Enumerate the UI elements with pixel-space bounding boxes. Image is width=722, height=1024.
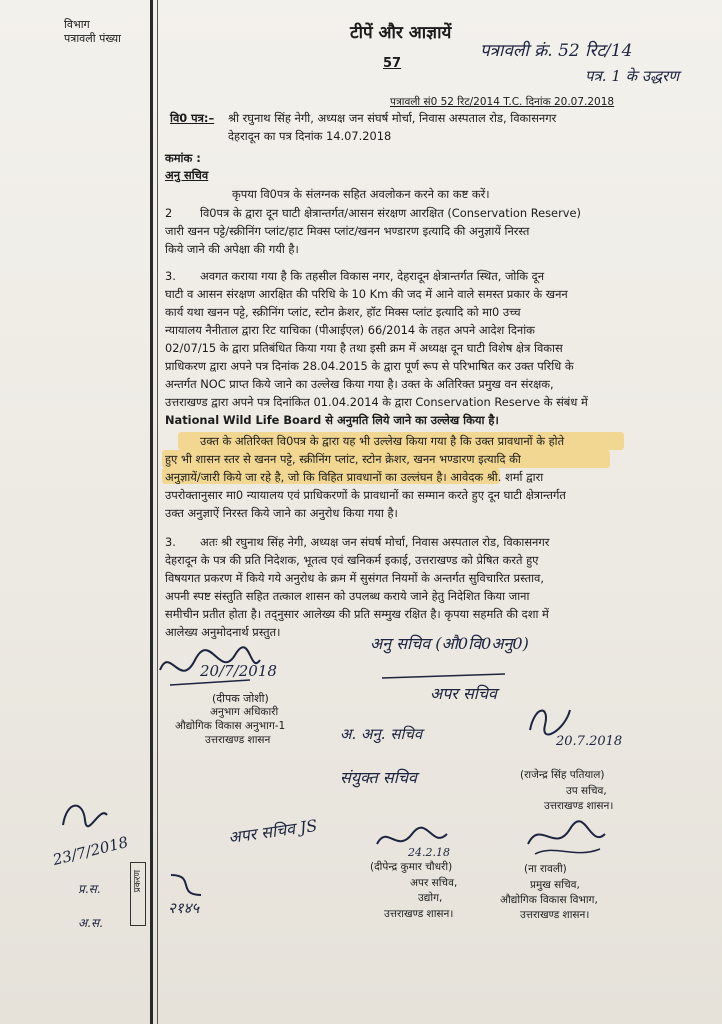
para-3-line: न्यायालय नैनीताल द्वारा रिट याचिका (पीआईएल) 66/2014 के तहत अपने आदेश दिनांक xyxy=(165,323,535,337)
officer1-desig: औद्योगिक विकास अनुभाग-1 xyxy=(175,720,286,732)
para-3-line: अवगत कराया गया है कि तहसील विकास नगर, देहरादून क्षेत्रान्तर्गत स्थित, जोकि दून xyxy=(200,269,545,283)
para-3-line: उत्तराखण्ड द्वारा अपने पत्र दिनांकित 01.04.2014 के द्वारा Conservation Reserve के संबंध में xyxy=(165,395,588,409)
para-3-line: अन्तर्गत NOC प्राप्त किये जाने का उल्लेख किया गया है। उक्त के अतिरिक्त प्रमुख वन संरक्षक, xyxy=(165,377,554,391)
hw-note-bottom: अपर सचिव JS xyxy=(227,815,319,848)
hw-note-2: अपर सचिव xyxy=(430,684,497,703)
kramank: कमांक : xyxy=(165,151,201,165)
para-4-line: उक्त के अतिरिक्त वि0पत्र के द्वारा यह भी उल्लेख किया गया है कि उक्त प्रावधानों के होते xyxy=(200,434,565,448)
para-3-line: National Wild Life Board से अनुमति लिये जाने का उल्लेख किया है। xyxy=(165,413,499,427)
para-5-num: 3. xyxy=(165,535,176,549)
page-title: टीपें और आज्ञायें xyxy=(350,23,452,43)
para-4-line: हुए भी शासन स्तर से खनन पट्टे, स्क्रीनिंग प्लांट, स्टोन क्रेशर, खनन भण्डारण इत्यादि की xyxy=(165,452,521,466)
hw-note-3: अ. अनु. सचिव xyxy=(340,725,423,743)
page-number: 57 xyxy=(383,56,402,71)
margin-note-2: अ.स. xyxy=(78,916,103,930)
officer4-name: (ना रावली) xyxy=(524,863,567,875)
officer3-desig: अपर सचिव, xyxy=(410,877,458,889)
para-2-line-3: किये जाने की अपेक्षा की गयी है। xyxy=(165,242,299,256)
para-2-line-2: जारी खनन पट्टे/स्क्रीनिंग प्लांट/हाट मिक्स प्लांट/खनन भण्डारण इत्यादि की अनुज्ञायें निरस्त xyxy=(165,224,530,238)
subject-label: वि0 पत्र:– xyxy=(170,111,215,125)
margin-signature xyxy=(55,795,115,835)
signature-line xyxy=(380,670,510,682)
dept-line-2: पत्रावली पंख्या xyxy=(64,32,122,45)
officer4-desig: प्रमुख सचिव, xyxy=(530,879,580,891)
para-3-num: 3. xyxy=(165,269,176,283)
para-4-line: उक्त अनुज्ञाऐं निरस्त किये जाने का अनुरोध किया गया है। xyxy=(165,506,398,520)
para-3-line: 02/07/15 के द्वारा प्रतिबंधित किया गया है तथा इसी क्रम में अध्यक्ष दून घाटी विशेष क्षेत्र विकास xyxy=(165,341,563,355)
para-5-line: आलेख्य अनुमोदनार्थ प्रस्तुत। xyxy=(165,625,281,639)
para-5-line: अतः श्री रघुनाथ सिंह नेगी, अध्यक्ष जन संघर्ष मोर्चा, निवास अस्पताल रोड, विकासनगर xyxy=(200,535,550,549)
officer2-name: (राजेन्द्र सिंह पतियाल) xyxy=(520,769,605,781)
officer1-name: (दीपक जोशी) xyxy=(212,692,269,705)
margin-rule-inner xyxy=(157,0,158,1024)
handwritten-ref-2: पत्र. 1 के उद्धरण xyxy=(585,67,680,85)
hw-note-1: अनु सचिव (औ0वि0अनु0) xyxy=(370,634,529,653)
para-5-line: विषयगत प्रकरण में किये गये अनुरोध के क्रम में सुसंगत नियमों के अन्तर्गत सुविचारित प्रस्ताव, xyxy=(165,571,544,585)
officer1-desig: उत्तराखण्ड शासन xyxy=(205,734,271,746)
handwritten-ref-1: पत्रावली क्रं. 52 रिट/14 xyxy=(480,41,633,61)
margin-box-label: प्रकरण xyxy=(133,870,143,893)
margin-note-1: प्र.स. xyxy=(78,882,101,896)
para-2-num: 2 xyxy=(165,206,173,220)
signature-scribble xyxy=(520,814,610,864)
joint-secretary-note: संयुक्त सचिव xyxy=(340,768,417,787)
margin-rule xyxy=(150,0,153,1024)
margin-mark xyxy=(166,870,206,900)
para-4-line: अनुज्ञायें/जारी किये जा रहे है, जो कि विहित प्रावधानों का उल्लंघन है। आवेदक श्री. शर्मा द्वारा xyxy=(165,470,544,484)
para-3-line: घाटी व आसन संरक्षण आरक्षित की परिधि के 10 Km की जद में आने वाले समस्त प्रकार के खनन xyxy=(165,287,568,301)
subject-line-1: श्री रघुनाथ सिंह नेगी, अध्यक्ष जन संघर्ष मोर्चा, निवास अस्पताल रोड, विकासनगर xyxy=(228,111,557,125)
officer3-desig: उत्तराखण्ड शासन। xyxy=(384,908,454,920)
officer3-name: (दीपेन्द्र कुमार चौधरी) xyxy=(370,861,453,873)
para-3-line: कार्य यथा खनन पट्टे, स्क्रीनिंग प्लांट, स्टोन क्रेशर, हॉट मिक्स प्लांट इत्यादि को मा0 उच्च xyxy=(165,305,521,319)
officer3-desig: उद्योग, xyxy=(418,892,443,904)
para-5-line: देहरादून के पत्र की प्रति निदेशक, भूतत्व एवं खनिकर्म इकाई, उत्तराखण्ड को प्रेषित करते हुए xyxy=(165,553,539,567)
officer1-desig: अनुभाग अधिकारी xyxy=(210,706,279,718)
officer4-desig: उत्तराखण्ड शासन। xyxy=(520,909,590,921)
subject-line-2: देहरादून का पत्र दिनांक 14.07.2018 xyxy=(228,129,392,143)
para-5-line: अपनी स्पष्ट संस्तुति सहित तत्काल शासन को उपलब्ध कराये जाने हेतु निदेशित किया जाना xyxy=(165,589,530,603)
file-reference: पत्रावली सं0 52 रिट/2014 T.C. दिनांक 20.07.2018 xyxy=(390,96,615,108)
margin-number: २१४५ xyxy=(168,899,200,917)
para-5-line: समीचीन प्रतीत होता है। तद्नुसार आलेख्य की प्रति सम्मुख रक्षित है। कृपया सहमति की दशा में xyxy=(165,607,549,621)
officer4-desig: औद्योगिक विकास विभाग, xyxy=(500,894,598,906)
officer2-desig: उप सचिव, xyxy=(566,785,607,797)
department-label xyxy=(64,18,121,46)
officer3-date: 24.2.18 xyxy=(408,846,450,859)
addressee: अनु सचिव xyxy=(165,168,209,182)
dept-line-1: विभाग xyxy=(64,18,90,31)
margin-date: 23/7/2018 xyxy=(50,832,130,870)
para-4-line: उपरोक्तानुसार मा0 न्यायालय एवं प्राधिकरणों के प्रावधानों का सम्मान करते हुए दून घाटी क्षेत्रान्तर्गत xyxy=(165,488,566,502)
para-1: कृपया वि0पत्र के संलग्नक सहित अवलोकन करने का कष्ट करें। xyxy=(232,187,490,201)
officer1-date: 20/7/2018 xyxy=(200,662,277,680)
officer2-desig: उत्तराखण्ड शासन। xyxy=(544,800,614,812)
para-3-line: प्राधिकरण द्वारा अपने पत्र दिनांक 28.04.2015 के द्वारा पूर्ण रूप से परिभाषित कर उक्त परिधि के xyxy=(165,359,574,373)
para-2-line-1: वि0पत्र के द्वारा दून घाटी क्षेत्रान्तर्गत/आसन संरक्षण आरक्षित (Conservation Reserve) xyxy=(200,206,581,220)
date-right: 20.7.2018 xyxy=(556,734,623,749)
